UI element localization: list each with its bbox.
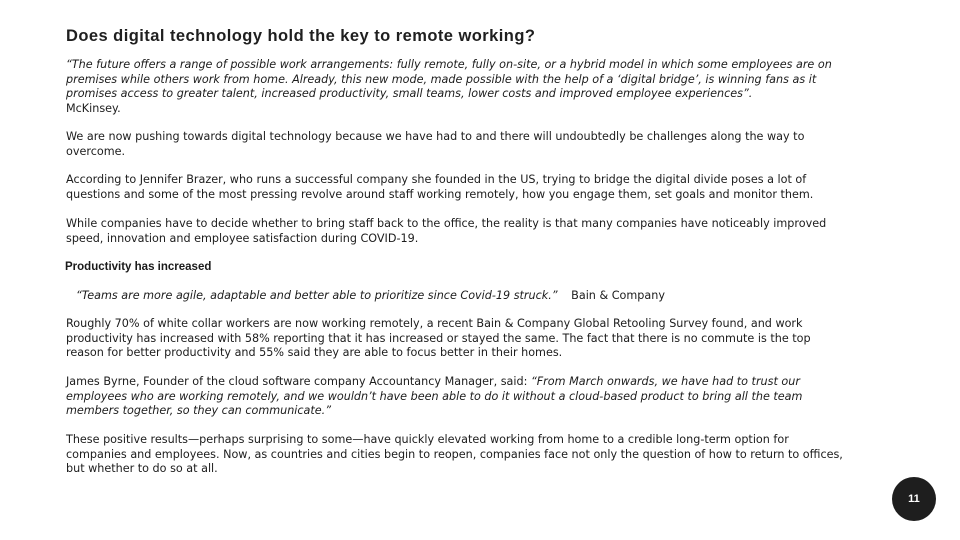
james-byrne-paragraph [66, 375, 846, 419]
james-byrne-intro: James Byrne, Founder of the cloud software company Accountancy Manager, said: [66, 375, 531, 388]
section-heading-productivity: Productivity has increased [65, 261, 212, 273]
page-title: Does digital technology hold the key to remote working? [66, 27, 536, 45]
mckinsey-quote-paragraph [66, 58, 846, 116]
companies-decide-paragraph: While companies have to decide whether to bring staff back to the office, the reality is that many companies have noticeably improved speed, innovation and employee satisfaction during COVID-19. [66, 217, 827, 245]
mckinsey-quote-text: “The future offers a range of possible work arrangements: fully remote, fully on-site, or a hybrid model in which some employees are on premises while others work from home. Already, this new mode, made possible with the help of a ‘digital bridge’, is winning fans as it promises access to greater talent, increased productivity, small teams, lower costs and improved employee experiences”. [66, 58, 832, 101]
productivity-stats-paragraph: Roughly 70% of white collar workers are now working remotely, a recent Bain & Company Global Retooling Survey found, and work productivity has increased with 58% reporting that it has increased or stayed the same. The fact that there is no commute is the top reason for better productivity and 55% said they are able to focus better in their homes. [66, 317, 811, 360]
page-number-badge: 11 [892, 477, 936, 521]
jennifer-brazer-paragraph: According to Jennifer Brazer, who runs a successful company she founded in the US, trying to bridge the digital divide poses a lot of questions and some of the most pressing revolve around staff working remotely, how you engage them, set goals and monitor them. [66, 173, 814, 201]
james-byrne-quote: “From March onwards, we have had to trust our employees who are working remotely, and we wouldn’t have been able to do it without a cloud-based product to bring all the team members together, so they can communicate.” [66, 375, 803, 418]
bain-quote-source: Bain & Company [571, 289, 665, 302]
mckinsey-source: McKinsey. [66, 101, 121, 115]
positive-results-paragraph: These positive results—perhaps surprising to some—have quickly elevated working from home to a credible long-term option for companies and employees. Now, as countries and cities begin to reopen, companies face not only the question of how to return to offices, but whether to do so at all. [66, 433, 843, 476]
digital-tech-paragraph: We are now pushing towards digital technology because we have had to and there will undoubtedly be challenges along the way to overcome. [66, 130, 805, 158]
bain-quote-line [76, 289, 856, 304]
bain-quote-text: “Teams are more agile, adaptable and better able to prioritize since Covid-19 struck.” [76, 289, 558, 302]
